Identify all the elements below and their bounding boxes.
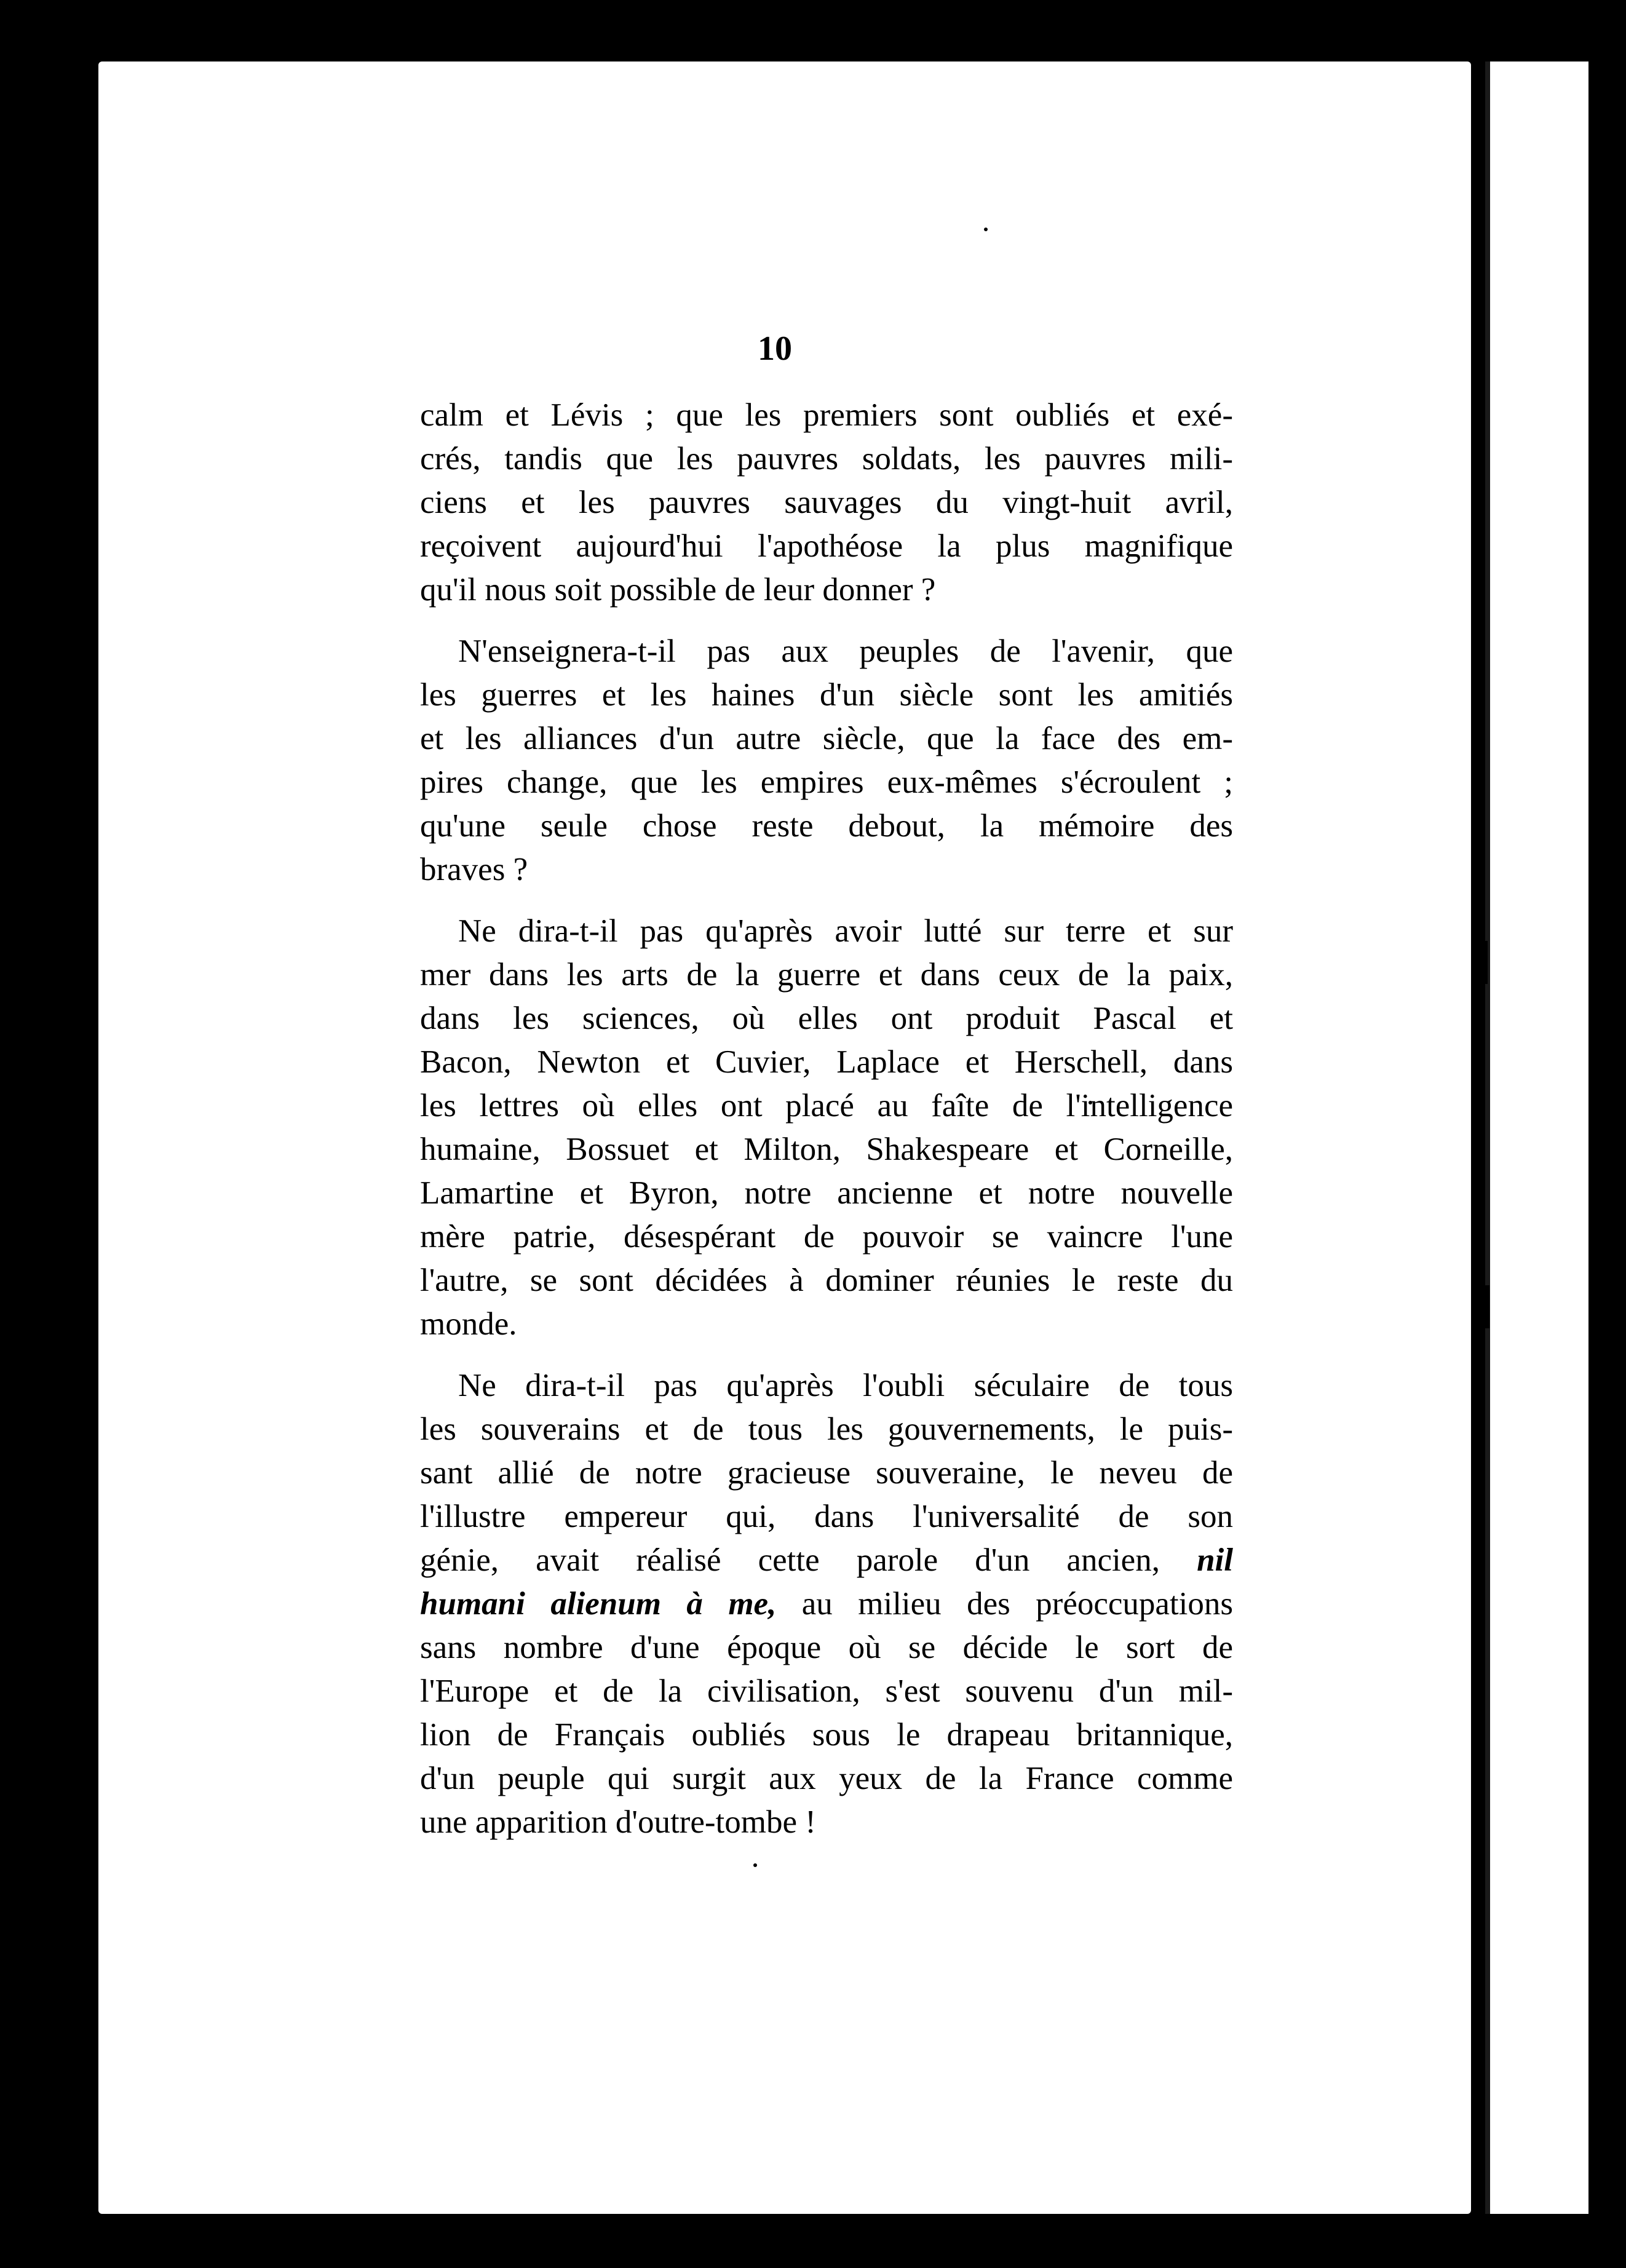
text-line: l'Europe et de la civilisation, s'est souvenu d'un mil- [420, 1673, 1233, 1709]
text-line: N'enseignera-t-il pas aux peuples de l'avenir, que [458, 633, 1233, 669]
text-run: génie, avait réalisé cette parole d'un ancien, [420, 1542, 1160, 1578]
adjacent-page-edge [1485, 61, 1588, 2214]
text-line: les lettres où elles ont placé au faîte de l'intelligence [420, 1088, 1233, 1124]
latin-quote: humani alienum à me, [420, 1586, 777, 1622]
text-line: Ne dira-t-il pas qu'après l'oubli séculaire de tous [458, 1368, 1233, 1403]
page-number: 10 [758, 330, 792, 368]
text-line: une apparition d'outre-tombe ! [420, 1804, 816, 1840]
text-line: sant allié de notre gracieuse souveraine, le neveu de [420, 1455, 1233, 1491]
text-line: humaine, Bossuet et Milton, Shakespeare et Corneille, [420, 1132, 1233, 1167]
text-line: crés, tandis que les pauvres soldats, les pauvres mili- [420, 441, 1233, 477]
body-text [420, 394, 1233, 1862]
text-line: braves ? [420, 852, 528, 887]
text-line: reçoivent aujourd'hui l'apothéose la plus magnifique [420, 528, 1233, 564]
paragraph-3 [420, 910, 1233, 1346]
text-line: Ne dira-t-il pas qu'après avoir lutté sur terre et sur [458, 913, 1233, 949]
text-line: mère patrie, désespérant de pouvoir se vaincre l'une [420, 1219, 1233, 1255]
binding-mark [1482, 1285, 1489, 1328]
text-line: les guerres et les haines d'un siècle sont les amitiés [420, 677, 1233, 713]
text-run: au milieu des préoccupations [801, 1586, 1234, 1622]
text-line: ciens et les pauvres sauvages du vingt-huit avril, [420, 485, 1233, 520]
paragraph-1 [420, 394, 1233, 612]
text-line: mer dans les arts de la guerre et dans ceux de la paix, [420, 957, 1233, 993]
text-line: Lamartine et Byron, notre ancienne et notre nouvelle [420, 1175, 1233, 1211]
paper-speck [984, 228, 988, 231]
latin-quote: nil [1197, 1542, 1234, 1578]
text-line: qu'une seule chose reste debout, la mémoire des [420, 808, 1233, 844]
text-line: et les alliances d'un autre siècle, que la face des em- [420, 721, 1233, 756]
paragraph-4 [420, 1364, 1233, 1844]
text-line: les souverains et de tous les gouvernements, le puis- [420, 1411, 1233, 1447]
text-line: monde. [420, 1306, 517, 1342]
text-line-with-italic [420, 1539, 1233, 1582]
text-line: Bacon, Newton et Cuvier, Laplace et Herschell, dans [420, 1044, 1233, 1080]
text-line: pires change, que les empires eux-mêmes s'écroulent ; [420, 764, 1233, 800]
paragraph-2 [420, 630, 1233, 892]
binding-mark [1479, 941, 1488, 984]
paper-speck [753, 1863, 757, 1867]
text-line: sans nombre d'une époque où se décide le sort de [420, 1630, 1233, 1665]
text-line: qu'il nous soit possible de leur donner ? [420, 572, 936, 608]
text-line: l'illustre empereur qui, dans l'universalité de son [420, 1499, 1233, 1534]
text-line-with-italic [420, 1582, 1233, 1626]
text-line: d'un peuple qui surgit aux yeux de la France comme [420, 1761, 1233, 1796]
text-line: lion de Français oubliés sous le drapeau britannique, [420, 1717, 1233, 1753]
text-line: dans les sciences, où elles ont produit Pascal et [420, 1001, 1233, 1036]
text-line: calm et Lévis ; que les premiers sont oubliés et exé- [420, 397, 1233, 433]
text-line: l'autre, se sont décidées à dominer réunies le reste du [420, 1263, 1233, 1298]
